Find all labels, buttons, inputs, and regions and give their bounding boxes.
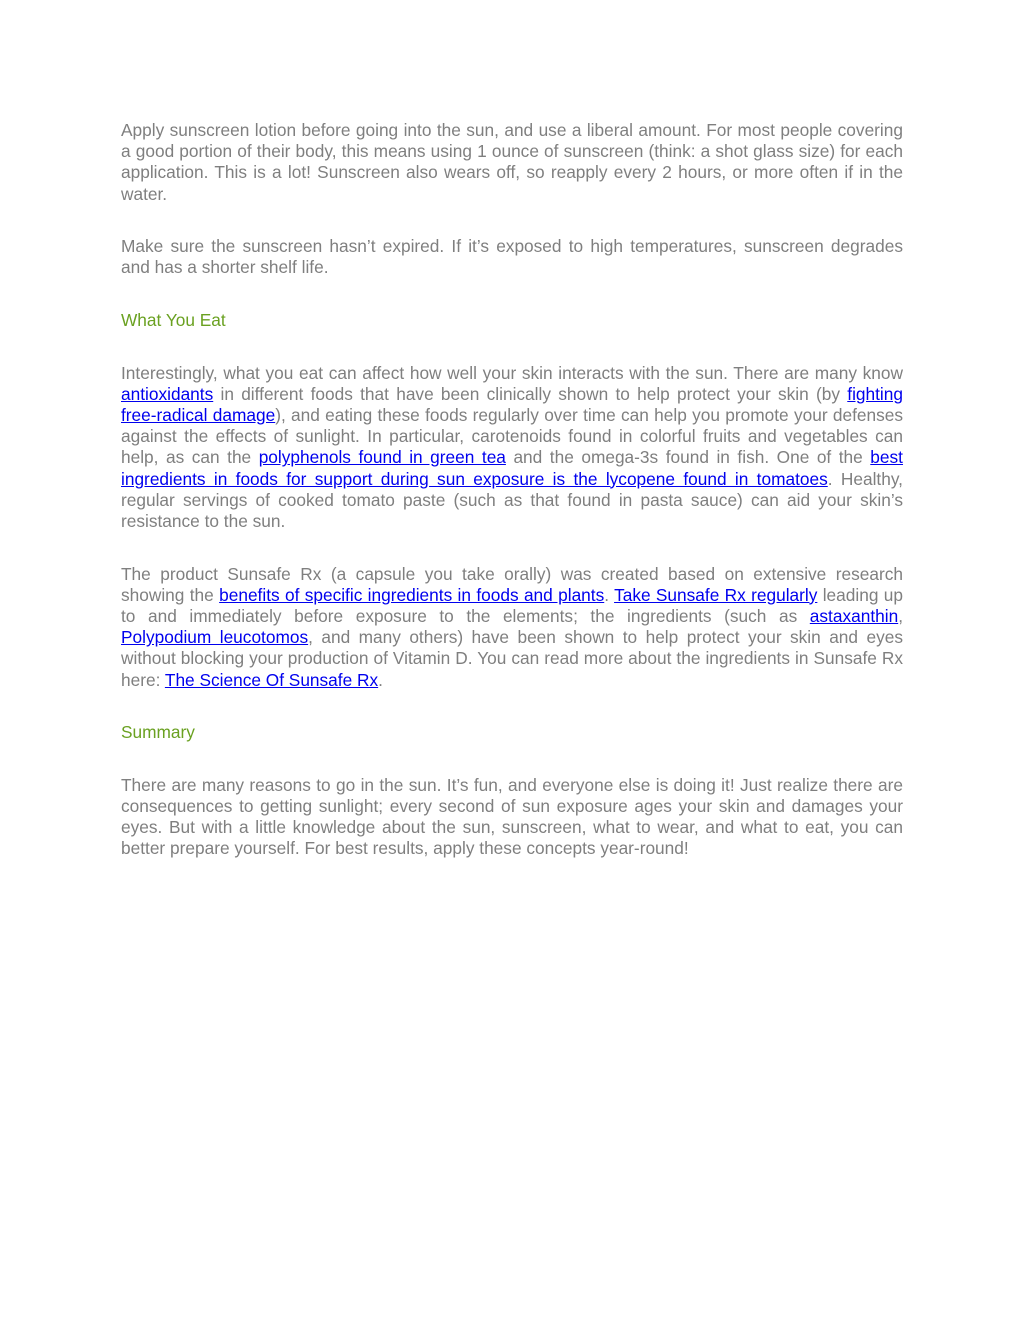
paragraph-text: Interestingly, what you eat can affect how well your skin interacts with the sun. There are many know xyxy=(121,362,903,383)
section-heading-summary: Summary xyxy=(121,722,195,743)
link-take-sunsafe-rx-regularly[interactable]: Take Sunsafe Rx regularly xyxy=(614,584,818,605)
paragraph-text: ), and eating these foods regularly over time can help you promote your defenses against the effects of sunlight. In particular, carotenoids found in colorful fruits and vegetables can help, as can the xyxy=(121,405,903,468)
paragraph-text: in different foods that have been clinically shown to help protect your skin (by xyxy=(213,383,848,404)
link-benefits-specific-ingredients[interactable]: benefits of specific ingredients in foods and plants xyxy=(219,584,605,605)
document-page xyxy=(121,120,903,891)
paragraph-text: , and many others) have been shown to help protect your skin and eyes without blocking your production of Vitamin D. You can read more about the ingredients in Sunsafe Rx here: xyxy=(121,627,903,690)
paragraph-text: . xyxy=(604,584,615,605)
link-polypodium-leucotomos[interactable]: Polypodium leucotomos xyxy=(121,627,309,648)
link-fighting-free-radical-damage[interactable]: fighting free-radical damage xyxy=(121,383,903,425)
paragraph-text: Apply sunscreen lotion before going into the sun, and use a liberal amount. For most people covering a good portion of their body, this means using 1 ounce of sunscreen (think: a shot glass size) for each application. This is a lot! Sunscreen also wears off, so reapply every 2 hours, or more often if in the water. xyxy=(121,120,903,204)
paragraph-text: and the omega-3s found in fish. One of the xyxy=(505,447,871,468)
paragraph-sunscreen-expiry xyxy=(121,236,903,278)
paragraph-text: , xyxy=(898,606,903,627)
link-polyphenols-green-tea[interactable]: polyphenols found in green tea xyxy=(258,447,506,468)
paragraph-text: Make sure the sunscreen hasn’t expired. If it’s exposed to high temperatures, sunscreen degrades and has a shorter shelf life. xyxy=(121,236,903,278)
section-heading-what-you-eat: What You Eat xyxy=(121,310,226,330)
paragraph-summary xyxy=(121,775,903,860)
link-antioxidants[interactable]: antioxidants xyxy=(121,383,214,404)
link-astaxanthin[interactable]: astaxanthin xyxy=(809,606,899,627)
paragraph-text: There are many reasons to go in the sun. It’s fun, and everyone else is doing it! Just realize there are consequences to getting sunlight; every second of sun exposure ages your skin and damages your eyes. But with a little knowledge about the sun, sunscreen, what to wear, and what to eat, you can better prepare yourself. For best results, apply these concepts year-round! xyxy=(121,774,903,859)
link-lycopene-tomatoes[interactable]: best ingredients in foods for support during sun exposure is the lycopene found in tomatoes xyxy=(121,447,903,489)
paragraph-diet-antioxidants xyxy=(121,363,903,533)
paragraph-text: The product Sunsafe Rx (a capsule you take orally) was created based on extensive research showing the xyxy=(121,563,903,605)
link-science-of-sunsafe-rx[interactable]: The Science Of Sunsafe Rx xyxy=(164,669,379,690)
paragraph-text: leading up to and immediately before exposure to the elements; the ingredients (such as xyxy=(121,584,904,627)
paragraph-sunscreen-application xyxy=(121,120,903,205)
paragraph-text: . Healthy, regular servings of cooked tomato paste (such as that found in pasta sauce) can aid your skin’s resistance to the sun. xyxy=(121,468,903,532)
paragraph-text: . xyxy=(378,669,383,690)
paragraph-sunsafe-rx xyxy=(121,564,903,691)
